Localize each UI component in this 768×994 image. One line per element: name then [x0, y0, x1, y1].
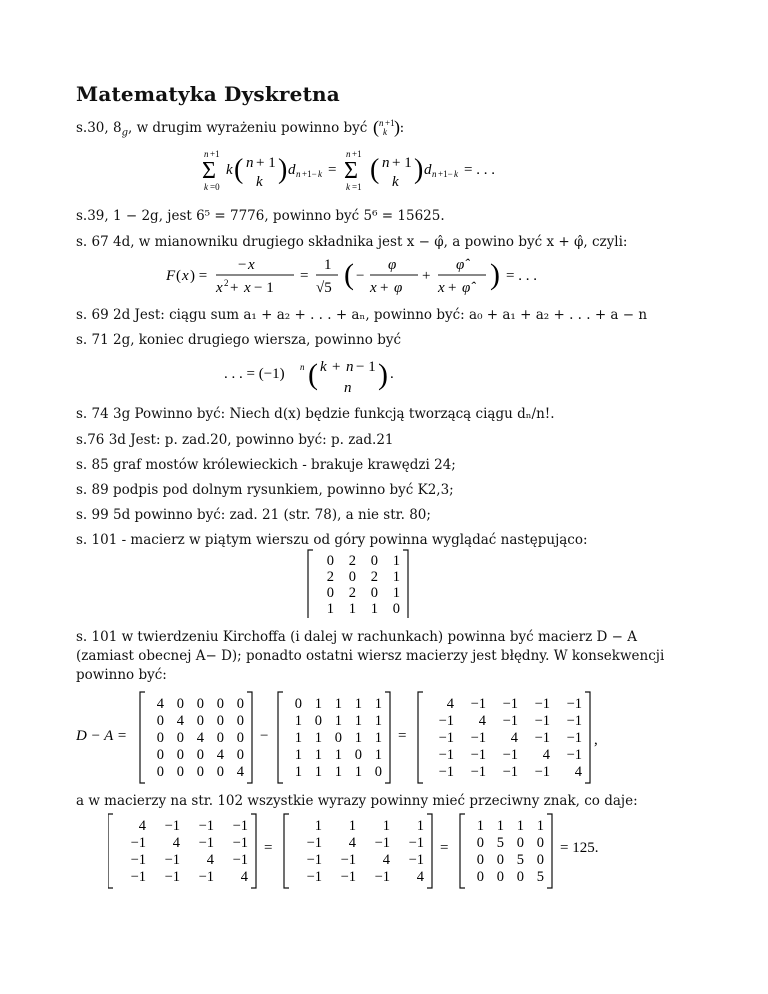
matrix-cell: 0 [348, 569, 356, 585]
matrix-cell: 4 [216, 747, 224, 763]
matrix-cell: 0 [176, 730, 184, 746]
d-minus-a-equation [76, 688, 696, 784]
svg-text:. . . = (−1): . . . = (−1) [224, 366, 285, 382]
comma: , [594, 732, 598, 748]
erratum-s71: s. 71 2g, koniec drugiego wiersza, powinno być [76, 332, 402, 348]
matrix-cell: −1 [340, 869, 356, 885]
matrix-cell: 1 [326, 601, 334, 617]
matrix-cell: 1 [294, 713, 302, 729]
matrix-cell: 0 [370, 585, 378, 601]
svg-text:+1: +1 [210, 149, 220, 159]
svg-text:k: k [318, 169, 322, 179]
matrix-cell: −1 [566, 730, 582, 746]
matrix-cell: −1 [164, 852, 180, 868]
matrix-cell: 4 [416, 869, 424, 885]
svg-text:k: k [226, 162, 233, 178]
erratum-s85: s. 85 graf mostów królewieckich - brakuje krawędzi 24; [76, 457, 456, 473]
matrix-cell: −1 [198, 835, 214, 851]
matrix-a [278, 692, 390, 783]
svg-text:k: k [382, 127, 387, 137]
right-bracket [403, 550, 408, 618]
matrix-m1 [306, 548, 416, 618]
erratum-s99: s. 99 5d powinno być: zad. 21 (str. 78), a nie str. 80; [76, 507, 431, 523]
svg-text:x: x [244, 280, 251, 296]
matrix-cell: 0 [314, 713, 322, 729]
matrix-cell: 0 [374, 764, 382, 780]
svg-text:=1: =1 [352, 182, 362, 192]
svg-text:n: n [432, 169, 437, 179]
svg-text:+1: +1 [352, 149, 362, 159]
matrix-cell: 0 [236, 747, 244, 763]
svg-text:.: . [390, 366, 394, 382]
matrix-cell: 0 [216, 696, 224, 712]
left-bracket [418, 692, 423, 783]
matrix-triangular [460, 814, 552, 888]
right-bracket [251, 814, 256, 888]
matrix-cell: −1 [130, 835, 146, 851]
matrix-cell: 1 [536, 818, 544, 834]
svg-text:+: + [332, 359, 341, 375]
svg-text:+1−: +1− [438, 169, 453, 179]
matrix-cell: 0 [156, 747, 164, 763]
matrix-cell: 2 [348, 553, 356, 569]
svg-text:k: k [346, 182, 350, 192]
svg-text:) =: ) = [190, 268, 208, 284]
matrix-4x4 [308, 550, 408, 618]
matrix-cell: 0 [196, 764, 204, 780]
matrix-cell: 2 [348, 585, 356, 601]
matrix-cell: 0 [216, 764, 224, 780]
svg-text:(: ( [176, 268, 181, 284]
svg-text:k: k [320, 359, 327, 375]
svg-text:√5: √5 [316, 280, 332, 296]
erratum-s101-matrix: s. 101 - macierz w piątym wierszu od góry powinna wyglądać następująco: [76, 532, 588, 548]
matrix-cell: 2 [326, 569, 334, 585]
svg-text:n: n [346, 359, 354, 375]
matrix-cell: 1 [294, 764, 302, 780]
erratum-s74: s. 74 3g Powinno być: Niech d(x) będzie funkcją tworzącą ciągu dₙ/n!. [76, 406, 555, 422]
matrix-cell: −1 [198, 869, 214, 885]
matrix-cell: −1 [374, 835, 390, 851]
matrix-cell: −1 [470, 730, 486, 746]
matrix-cell: 4 [236, 764, 244, 780]
matrix-cell: 0 [196, 696, 204, 712]
matrix-cell: 4 [446, 696, 454, 712]
matrix-cell: −1 [232, 835, 248, 851]
matrix-cell: −1 [470, 747, 486, 763]
last-line: a w macierzy na str. 102 wszystkie wyrazy powinny mieć przeciwny znak, co daje: [76, 793, 638, 809]
svg-text:(: ( [370, 154, 380, 185]
matrix-cell: 4 [176, 713, 184, 729]
matrix-cell: −1 [438, 730, 454, 746]
erratum-s76: s.76 3d Jest: p. zad.20, powinno być: p. zad.21 [76, 432, 394, 448]
svg-text:(: ( [372, 118, 379, 137]
svg-text:k: k [256, 174, 263, 190]
svg-text:d: d [424, 162, 432, 178]
svg-text:n: n [300, 362, 305, 372]
matrix-cell: 1 [314, 730, 322, 746]
matrix-cell: −1 [438, 747, 454, 763]
d-minus-a-label: D − A = [76, 728, 127, 744]
matrix-cell: 1 [392, 553, 400, 569]
matrix-cell: 2 [370, 569, 378, 585]
matrix-cell: 1 [348, 818, 356, 834]
matrix-cell: −1 [502, 764, 518, 780]
matrix-cell: 0 [236, 713, 244, 729]
matrix-cell: 5 [516, 852, 524, 868]
fx-equation [166, 252, 566, 302]
matrix-cell: −1 [534, 696, 550, 712]
matrix-cell: 0 [176, 747, 184, 763]
svg-text:x: x [248, 257, 255, 273]
matrix-cell: 4 [138, 818, 146, 834]
matrix-cell: 0 [476, 852, 484, 868]
svg-text:n: n [204, 149, 209, 159]
matrix-cell: 0 [496, 869, 504, 885]
svg-text:(: ( [344, 258, 354, 291]
binomial-equation [224, 350, 424, 400]
svg-text:φ: φ [394, 280, 403, 296]
matrix-cell: 0 [516, 835, 524, 851]
matrix-cell: 1 [354, 764, 362, 780]
matrix-cell: 1 [334, 696, 342, 712]
page-title: Matematyka Dyskretna [76, 82, 340, 106]
matrix-cell: −1 [502, 696, 518, 712]
left-bracket [108, 814, 113, 888]
matrix-cell: 0 [156, 730, 164, 746]
svg-text:=0: =0 [210, 182, 220, 192]
svg-text:2: 2 [224, 278, 229, 288]
matrix-cell: 0 [536, 852, 544, 868]
matrix-cell: 0 [156, 713, 164, 729]
svg-text:=: = [328, 162, 337, 178]
matrix-cell: 4 [240, 869, 248, 885]
matrix-cell: 1 [476, 818, 484, 834]
svg-text:n: n [344, 380, 352, 396]
erratum-s67: s. 67 4d, w mianowniku drugiego składnika jest x − φ̂, a powino być x + φ̂, czyli: [76, 234, 628, 250]
matrix-cell: 1 [334, 764, 342, 780]
matrix-cell: 0 [370, 553, 378, 569]
matrix-cell: −1 [566, 696, 582, 712]
matrix-cell: 4 [156, 696, 164, 712]
matrix-cell: 0 [476, 869, 484, 885]
svg-text:φ: φ [388, 257, 397, 273]
matrix-cell: −1 [130, 852, 146, 868]
svg-text:(: ( [234, 154, 244, 185]
svg-text:−: − [238, 257, 247, 273]
matrix-cell: 0 [476, 835, 484, 851]
matrix-cell: 1 [374, 713, 382, 729]
right-bracket [427, 814, 432, 888]
left-bracket [308, 550, 313, 618]
svg-text:d: d [288, 162, 296, 178]
svg-text:+: + [422, 268, 431, 284]
matrix-cell: −1 [198, 818, 214, 834]
matrix-cell: 0 [326, 553, 334, 569]
svg-text:n: n [246, 155, 254, 171]
right-bracket [585, 692, 590, 783]
erratum-s69: s. 69 2d Jest: ciągu sum a₁ + a₂ + . . . + aₙ, powinno być: a₀ + a₁ + a₂ + . . . + a − n [76, 307, 648, 323]
matrix-cell: −1 [232, 852, 248, 868]
matrix-cell: 1 [294, 747, 302, 763]
svg-text:+1−: +1− [302, 169, 317, 179]
svg-text:): ) [378, 358, 388, 391]
erratum-s39: s.39, 1 − 2g, jest 6⁵ = 7776, powinno być 5⁶ = 15625. [76, 208, 445, 224]
matrix-cell: 1 [382, 818, 390, 834]
matrix-cell: 0 [196, 747, 204, 763]
matrix-cell: −1 [408, 835, 424, 851]
matrix-cell: −1 [374, 869, 390, 885]
left-bracket [460, 814, 465, 888]
svg-text:+ 1: + 1 [392, 155, 412, 171]
svg-text:Σ: Σ [344, 158, 358, 184]
erratum-s30: s.30, $8_g$, w drugim wyrażeniu powinno być ( n +1 k ) : [76, 118, 405, 139]
matrix-laplacian [418, 692, 590, 783]
minus-sign: − [260, 728, 269, 744]
svg-text:+: + [380, 280, 389, 296]
svg-text:= . . .: = . . . [464, 162, 495, 178]
matrix-cell: 4 [348, 835, 356, 851]
sum-equation [200, 144, 540, 204]
equals-sign: = [398, 728, 407, 744]
matrix-cell: 1 [354, 713, 362, 729]
matrix-cell: −1 [534, 730, 550, 746]
svg-text:= . . .: = . . . [506, 268, 537, 284]
kirchhoff-paragraph: s. 101 w twierdzeniu Kirchoffa (i dalej w rachunkach) powinna być macierz D − A (zamiast obecnej A− D); ponadto ostatni wiersz macierzy jest błędny. W konsekwencji powinno być: [76, 629, 665, 683]
svg-text:x: x [216, 280, 223, 296]
matrix-cell: 0 [236, 696, 244, 712]
determinant-equation [108, 810, 628, 890]
matrix-cell: 0 [334, 730, 342, 746]
matrix-cell: 0 [536, 835, 544, 851]
matrix-cell: 1 [374, 730, 382, 746]
matrix-cell: 0 [516, 869, 524, 885]
matrix-cell: 1 [392, 569, 400, 585]
matrix-cell: 1 [334, 713, 342, 729]
svg-text:−: − [356, 268, 365, 284]
svg-text:n: n [378, 118, 384, 128]
matrix-cell: 0 [216, 713, 224, 729]
matrix-cell: 0 [236, 730, 244, 746]
svg-text:): ) [490, 258, 500, 291]
matrix-cell: 1 [392, 585, 400, 601]
left-bracket [278, 692, 283, 783]
matrix-cell: 1 [496, 818, 504, 834]
matrix-cell: −1 [502, 713, 518, 729]
matrix-cell: 4 [382, 852, 390, 868]
svg-text:+: + [448, 280, 457, 296]
matrix-cell: 1 [314, 818, 322, 834]
left-bracket [140, 692, 145, 783]
matrix-cell: 1 [314, 747, 322, 763]
matrix-cell: 4 [574, 764, 582, 780]
svg-text:F: F [166, 268, 176, 284]
svg-text:+1: +1 [384, 118, 395, 128]
matrix-cell: 1 [374, 747, 382, 763]
svg-text:n: n [346, 149, 351, 159]
matrix-cell: −1 [164, 869, 180, 885]
matrix-cell: −1 [408, 852, 424, 868]
matrix-cell: −1 [306, 835, 322, 851]
matrix-cell: −1 [130, 869, 146, 885]
svg-text:+ 1: + 1 [256, 155, 276, 171]
matrix-cell: −1 [470, 696, 486, 712]
svg-text:+: + [230, 280, 239, 296]
right-bracket [385, 692, 390, 783]
svg-text:n: n [296, 169, 301, 179]
matrix-cell: −1 [306, 852, 322, 868]
matrix-cell: −1 [438, 764, 454, 780]
svg-text:φ̂: φ̂ [462, 280, 471, 296]
matrix-cell: 1 [354, 730, 362, 746]
matrix-cell: −1 [438, 713, 454, 729]
matrix-l4-modified [284, 814, 432, 888]
matrix-cell: 1 [334, 747, 342, 763]
matrix-cell: −1 [340, 852, 356, 868]
matrix-d [140, 692, 252, 783]
matrix-cell: 1 [516, 818, 524, 834]
matrix-cell: 1 [370, 601, 378, 617]
matrix-cell: 4 [478, 713, 486, 729]
svg-text:=: = [300, 268, 309, 284]
matrix-cell: −1 [566, 713, 582, 729]
matrix-cell: 4 [542, 747, 550, 763]
svg-text:): ) [278, 154, 288, 185]
svg-text:): ) [414, 154, 424, 185]
svg-text:− 1: − 1 [254, 280, 274, 296]
matrix-l4 [108, 814, 256, 888]
matrix-cell: 1 [374, 696, 382, 712]
matrix-cell: −1 [232, 818, 248, 834]
equals-sign: = [440, 840, 449, 856]
svg-text:(: ( [308, 358, 318, 391]
matrix-cell: 5 [496, 835, 504, 851]
svg-text:1: 1 [324, 257, 332, 273]
matrix-cell: 4 [206, 852, 214, 868]
matrix-cell: 0 [176, 764, 184, 780]
left-bracket [284, 814, 289, 888]
matrix-cell: 4 [510, 730, 518, 746]
right-bracket [547, 814, 552, 888]
matrix-cell: 1 [314, 764, 322, 780]
svg-text:x: x [370, 280, 377, 296]
matrix-cell: 4 [172, 835, 180, 851]
matrix-cell: −1 [502, 747, 518, 763]
matrix-cell: 1 [314, 696, 322, 712]
matrix-cell: 0 [294, 696, 302, 712]
matrix-cell: 0 [496, 852, 504, 868]
svg-text:φ̂: φ̂ [456, 257, 465, 273]
matrix-cell: −1 [566, 747, 582, 763]
matrix-cell: 1 [416, 818, 424, 834]
svg-text:n: n [382, 155, 390, 171]
matrix-cell: 0 [196, 713, 204, 729]
matrix-cell: 5 [536, 869, 544, 885]
result-value: = 125. [560, 840, 599, 856]
matrix-cell: 0 [156, 764, 164, 780]
matrix-cell: −1 [534, 764, 550, 780]
matrix-cell: 0 [176, 696, 184, 712]
matrix-cell: −1 [164, 818, 180, 834]
svg-text:− 1: − 1 [356, 359, 376, 375]
svg-text:k: k [204, 182, 208, 192]
matrix-cell: 0 [326, 585, 334, 601]
binomial-glyph [372, 118, 400, 138]
matrix-cell: 0 [392, 601, 400, 617]
svg-text:): ) [393, 118, 400, 137]
matrix-cell: −1 [306, 869, 322, 885]
svg-text:x: x [182, 268, 189, 284]
svg-text:k: k [392, 174, 399, 190]
svg-text:k: k [454, 169, 458, 179]
matrix-cell: 4 [196, 730, 204, 746]
erratum-s89: s. 89 podpis pod dolnym rysunkiem, powinno być K2,3; [76, 482, 454, 498]
matrix-cell: 0 [216, 730, 224, 746]
matrix-cell: 1 [294, 730, 302, 746]
matrix-cell: 1 [354, 696, 362, 712]
right-bracket [247, 692, 252, 783]
svg-text:x: x [438, 280, 445, 296]
svg-text:Σ: Σ [202, 158, 216, 184]
matrix-cell: 1 [348, 601, 356, 617]
matrix-cell: −1 [534, 713, 550, 729]
matrix-cell: −1 [470, 764, 486, 780]
matrix-cell: 0 [354, 747, 362, 763]
equals-sign: = [264, 840, 273, 856]
